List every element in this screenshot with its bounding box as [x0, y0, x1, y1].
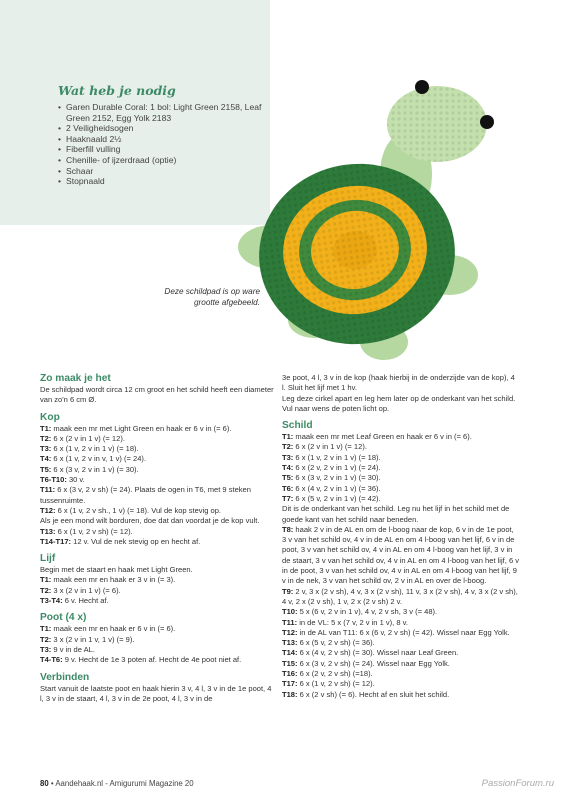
row-text: maak een mr en haak er 6 v in (= 6).	[51, 624, 176, 634]
row-text: 6 x (3 v, 2 v in 1 v) (= 30).	[51, 464, 139, 474]
turtle-eye	[480, 115, 494, 129]
row-text: maak een mr en haak er 3 v in (= 3).	[51, 575, 176, 585]
row-text: 6 x (5 v, 2 v sh) (= 36).	[297, 638, 375, 648]
schild-row	[282, 618, 520, 628]
schild-row	[282, 432, 520, 442]
kop-row	[40, 424, 275, 434]
turtle-eye	[415, 80, 429, 94]
verbinden-continued: 3e poot, 4 l, 3 v in de kop (haak hierbij in de onderzijde van de kop), 4 l. Sluit het lijf met 1 hv.	[282, 373, 515, 393]
row-text: 6 x (1 v, 2 v sh) (= 12).	[297, 679, 375, 689]
row-text: maak een mr met Light Green en haak er 6 v in (= 6).	[51, 423, 232, 433]
row-text: 6 x (4 v, 2 v in 1 v) (= 36).	[293, 483, 381, 493]
row-label: T15:	[282, 658, 298, 668]
row-text: 6 x (2 v in 1 v) (= 12).	[293, 442, 367, 452]
materials-item: • Schaar	[58, 166, 273, 177]
row-label: T12:	[40, 505, 56, 515]
watermark: PassionForum.ru	[481, 778, 554, 789]
schild-row	[282, 494, 520, 504]
row-label: T5:	[282, 473, 294, 483]
schild-row	[282, 607, 520, 617]
materials-title: Wat heb je nodig	[58, 83, 176, 98]
row-label: T3:	[40, 444, 52, 454]
page-footer	[40, 779, 194, 788]
row-label: T9:	[282, 586, 294, 596]
schild-row	[282, 484, 520, 494]
row-label: T2:	[40, 634, 52, 644]
row-label: T1:	[282, 432, 294, 442]
poot-row	[40, 655, 275, 665]
schild-row	[282, 587, 520, 608]
row-text: Als je een mond wilt borduren, doe dat dan voordat je de kop vult.	[40, 516, 260, 526]
row-text: 6 x (4 v, 2 v sh) (= 30). Wissel naar Leaf Green.	[297, 648, 459, 658]
row-label: T2:	[40, 585, 52, 595]
kop-row	[40, 485, 275, 506]
row-label: T4:	[282, 463, 294, 473]
row-label: T1:	[40, 624, 52, 634]
row-text: 9 v in de AL.	[51, 644, 95, 654]
row-text: 3 x (2 v in 1 v) (= 6).	[51, 585, 121, 595]
row-text: 6 x (5 v, 2 v in 1 v) (= 42).	[293, 493, 381, 503]
verbinden-text: Start vanuit de laatste poot en haak hierin 3 v, 4 l, 3 v in de 1e poot, 4 l, 3 v in de staart, 4 l, 3 v in de 2e poot, 4 l, 3 v in de	[40, 683, 272, 703]
right-column	[282, 373, 520, 700]
schild-row	[282, 463, 520, 473]
lijf-row	[40, 596, 275, 606]
materials-item: • Garen Durable Coral: 1 bol: Light Green 2158, Leaf Green 2152, Egg Yolk 2183	[58, 102, 273, 123]
row-label: T14:	[282, 648, 298, 658]
schild-row	[282, 442, 520, 452]
row-text: 6 x (2 v in 1 v) (= 12).	[51, 433, 125, 443]
row-text: 3 x (2 v in 1 v, 1 v) (= 9).	[51, 634, 135, 644]
row-label: T17:	[282, 679, 298, 689]
kop-row	[40, 454, 275, 464]
row-label: T2:	[40, 433, 52, 443]
row-label: T5:	[40, 464, 52, 474]
row-label: T8:	[282, 524, 294, 534]
kop-row	[40, 516, 275, 526]
row-label: T3-T4:	[40, 596, 63, 606]
row-text: 9 v. Hecht de 1e 3 poten af. Hecht de 4e poot niet af.	[62, 655, 242, 665]
row-label: T13:	[40, 526, 56, 536]
row-text: 6 x (1 v, 2 v in 1 v) (= 18).	[293, 452, 381, 462]
materials-item: • Chenille- of ijzerdraad (optie)	[58, 155, 273, 166]
schild-row	[282, 504, 520, 525]
row-label: T18:	[282, 689, 298, 699]
row-label: T6-T10:	[40, 475, 67, 485]
footer-bullet: •	[50, 779, 54, 788]
schild-row	[282, 648, 520, 658]
materials-item: • Fiberfill vulling	[58, 144, 273, 155]
photo-caption: Deze schildpad is op ware grootte afgebeeld.	[164, 287, 260, 307]
row-text: 12 v. Vul de nek stevig op en hecht af.	[71, 536, 201, 546]
row-text: 6 v. Hecht af.	[62, 596, 109, 606]
row-label: T3:	[282, 452, 294, 462]
row-text: 6 x (3 v, 2 v in 1 v) (= 30).	[293, 473, 381, 483]
poot-row	[40, 635, 275, 645]
kop-row	[40, 506, 275, 516]
schild-row	[282, 638, 520, 648]
row-text: 30 v.	[66, 475, 85, 485]
schild-row	[282, 679, 520, 689]
kop-heading: Kop	[40, 411, 60, 423]
schild-row	[282, 690, 520, 700]
poot-heading: Poot (4 x)	[40, 612, 87, 624]
kop-row	[40, 475, 275, 485]
schild-row	[282, 669, 520, 679]
schild-row	[282, 473, 520, 483]
row-text: Begin met de staart en haak met Light Green.	[40, 565, 193, 575]
poot-row	[40, 624, 275, 634]
row-text: 2 v, 3 x (2 v sh), 4 v, 3 x (2 v sh), 11 v, 3 x (2 v sh), 4 v, 3 x (2 v sh), 4 v, 2 x (2 v sh), 1 v, 2 x (2 v sh) 2 v.	[282, 586, 518, 606]
row-text: 5 x (6 v, 2 v in 1 v), 4 v, 2 v sh, 3 v (= 48).	[297, 607, 438, 617]
schild-row	[282, 659, 520, 669]
row-text: haak 2 v in de AL en om de l-boog naar de kop, 6 v in de 1e poot, 3 v van het schild ov, 4 v in de AL en om 4 l-boog van het lijf, 6 v in de poot, 3 v van het schild ov, 4 v in AL en om 4 l-boog van het lijf, 3 v in de staart, 3 v van het schild ov, 4 v in AL en om 4 l-boog van het lijf, 6 v in de poot, 3 v van het schild ov, 4 v in AL en om 4 l-boog van het lijf, 9 v in de nek, 3 v van het schild ov, 2 v in AL en over de l-boog.	[282, 524, 520, 586]
lijf-row	[40, 565, 275, 575]
row-text: in de VL: 5 x (7 v, 2 v in 1 v), 8 v.	[297, 617, 408, 627]
materials-item: • 2 Veiligheidsogen	[58, 123, 273, 134]
row-text: 6 x (2 v, 2 v sh) (=18).	[297, 669, 373, 679]
row-label: T14-T17:	[40, 536, 72, 546]
kop-row	[40, 465, 275, 475]
poot-row	[40, 645, 275, 655]
row-label: T1:	[40, 575, 52, 585]
row-text: 6 x (1 v, 2 v sh., 1 v) (= 18). Vul de kop stevig op.	[55, 505, 222, 515]
row-label: T1:	[40, 423, 52, 433]
row-text: 6 x (1 v, 2 v in 1 v) (= 18).	[51, 444, 139, 454]
kop-row	[40, 527, 275, 537]
turtle-shell-texture	[247, 151, 466, 357]
intro-heading: Zo maak je het	[40, 373, 111, 384]
turtle-photo	[222, 62, 522, 372]
row-label: T10:	[282, 607, 298, 617]
row-label: T6:	[282, 483, 294, 493]
lijf-heading: Lijf	[40, 553, 56, 565]
row-label: T7:	[282, 493, 294, 503]
kop-row	[40, 444, 275, 454]
row-label: T11:	[282, 617, 298, 627]
row-text: maak een mr met Leaf Green en haak er 6 v in (= 6).	[293, 432, 472, 442]
row-label: T11:	[40, 485, 56, 495]
row-label: T13:	[282, 638, 298, 648]
materials-item: • Stopnaald	[58, 176, 273, 187]
row-text: in de AL van T11: 6 x (6 v, 2 v sh) (= 42). Wissel naar Egg Yolk.	[297, 627, 510, 637]
row-text: 6 x (3 v, 2 v sh) (= 24). Plaats de ogen in T6, met 9 steken tussenruimte.	[40, 485, 251, 505]
row-text: 6 x (3 v, 2 v sh) (= 24). Wissel naar Egg Yolk.	[297, 658, 450, 668]
intro-text: De schildpad wordt circa 12 cm groot en het schild heeft een diameter van zo'n 6 cm Ø.	[40, 385, 274, 405]
kop-row	[40, 537, 275, 547]
page-number: 80	[40, 779, 49, 788]
row-text: 6 x (2 v sh) (= 6). Hecht af en sluit het schild.	[297, 689, 450, 699]
schild-heading: Schild	[282, 420, 313, 432]
row-label: T16:	[282, 669, 298, 679]
row-label: T4:	[40, 454, 52, 464]
lijf-row	[40, 575, 275, 585]
turtle-head-texture	[387, 86, 487, 162]
row-text: 6 x (1 v, 2 v in v, 1 v) (= 24).	[51, 454, 147, 464]
footer-text: Aandehaak.nl - Amigurumi Magazine 20	[55, 779, 194, 788]
row-text: 6 x (1 v, 2 v sh) (= 12).	[55, 526, 133, 536]
row-label: T2:	[282, 442, 294, 452]
lijf-row	[40, 586, 275, 596]
row-label: T3:	[40, 644, 52, 654]
verbinden-continued-2: Leg deze cirkel apart en leg hem later op de onderkant van het schild. Vul naar wens de poten licht op.	[282, 393, 516, 413]
verbinden-heading: Verbinden	[40, 671, 90, 683]
schild-row	[282, 453, 520, 463]
row-text: Dit is de onderkant van het schild. Leg nu het lijf in het schild met de goede kant van het schild naar beneden.	[282, 504, 510, 524]
materials-item: • Haaknaald 2½	[58, 134, 273, 145]
row-label: T4-T6:	[40, 655, 63, 665]
row-text: 6 x (2 v, 2 v in 1 v) (= 24).	[293, 463, 381, 473]
kop-row	[40, 434, 275, 444]
row-label: T12:	[282, 627, 298, 637]
schild-row	[282, 525, 520, 587]
schild-row	[282, 628, 520, 638]
left-column	[40, 373, 275, 704]
